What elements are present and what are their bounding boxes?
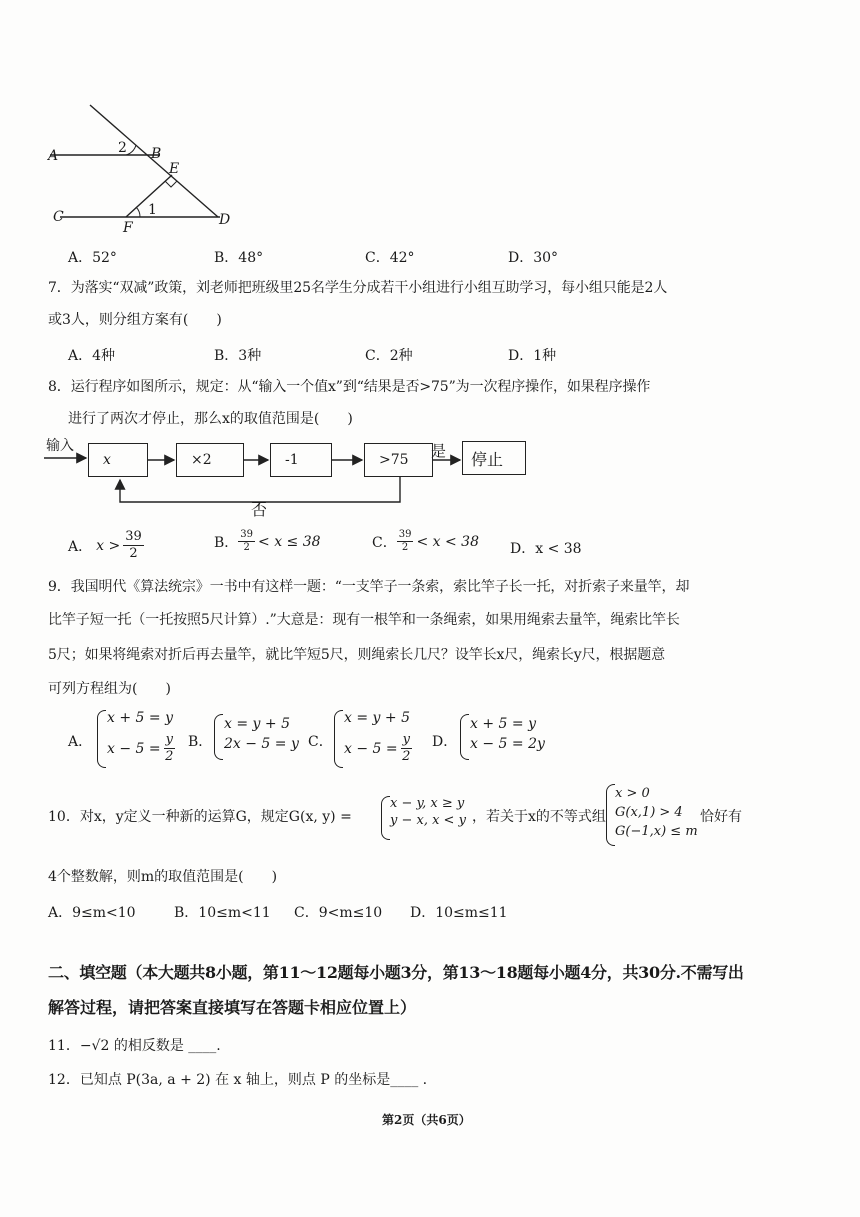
brace-icon: [460, 714, 469, 760]
q10-option-d: D．10≤m≤11: [410, 905, 508, 921]
q9-line-3: 5尺；如果将绳索对折后再去量竿，就比竿短5尺，则绳索长几尺？设竿长x尺，绳索长y尺，根据题意: [48, 647, 666, 663]
label-c: C: [53, 209, 64, 225]
fraction-denominator: 2: [401, 542, 409, 553]
q8-option-c-label: C．: [372, 534, 397, 551]
inequality-line: G(x,1) > 4: [615, 805, 683, 820]
q7-option-a: A．4种: [68, 348, 116, 364]
label-b: B: [151, 146, 162, 162]
equation-line: x = y + 5: [224, 716, 290, 732]
equation-line: x + 5 = y: [470, 716, 536, 732]
equation-line: x − 5 = 2y: [470, 736, 545, 752]
q10-option-b: B．10≤m<11: [174, 905, 271, 921]
q8-option-a-expr: x >: [96, 537, 121, 554]
q8-option-b: [214, 529, 321, 554]
fraction-denominator: 2: [243, 542, 250, 553]
q10-prefix: 10．对x，y定义一种新的运算G，规定G(x, y) =: [48, 809, 352, 825]
q8-option-a: [68, 529, 144, 562]
q7-option-d: D．1种: [508, 348, 557, 364]
fraction: [401, 732, 412, 765]
q7-line-2: 或3人，则分组方案有( ): [48, 312, 222, 328]
q6-option-d: D．30°: [508, 250, 559, 266]
equation-line: x − 5 =: [107, 740, 161, 757]
label-e: E: [169, 161, 180, 177]
q11-text: 11．−√2 的相反数是 ____.: [48, 1038, 221, 1054]
inequality-line: x > 0: [615, 786, 650, 801]
q10-inequality-system: [615, 784, 698, 841]
fraction-denominator: 2: [402, 749, 411, 764]
brace-icon: [606, 784, 615, 846]
q6-option-a: A．52°: [68, 250, 117, 266]
flow-box-minus-1: -1: [270, 443, 332, 477]
q9-option-a-label: A．: [68, 734, 93, 750]
label-angle-2: 2: [118, 140, 127, 156]
q9-line-2: 比竿子短一托（一托按照5尺计算）.”大意是：现有一根竿和一条绳索，如果用绳索去量竿，绳索比竿长: [48, 612, 680, 628]
label-f: F: [123, 220, 133, 236]
flow-yes-label: 是: [431, 442, 447, 460]
q9-option-c-system: [344, 710, 412, 765]
q8-option-b-expr: < x ≤ 38: [258, 533, 321, 550]
fraction-numerator: 39: [398, 529, 412, 540]
equation-line: x + 5 = y: [107, 710, 173, 726]
q10-option-c: C．9<m≤10: [294, 905, 383, 921]
q10-cases: [390, 796, 466, 828]
label-angle-1: 1: [148, 202, 157, 218]
q6-option-b: B．48°: [214, 250, 264, 266]
q7-line-1: 7．为落实“双减”政策，刘老师把班级里25名学生分成若干小组进行小组互助学习，每小组只能是2人: [48, 280, 668, 296]
q9-option-b-label: B．: [188, 734, 213, 750]
fraction-numerator: 39: [240, 529, 254, 540]
equation-line: x = y + 5: [344, 710, 410, 726]
section-2-heading-line-2: 解答过程，请把答案直接填写在答题卡相应位置上）: [48, 998, 417, 1017]
flow-stop-box: 停止: [462, 441, 526, 475]
brace-icon: [97, 710, 106, 768]
flow-input-label: 输入: [46, 438, 74, 454]
q8-option-b-fraction: [238, 529, 255, 554]
q9-option-d-label: D．: [432, 734, 458, 750]
q8-option-c-expr: < x < 38: [416, 533, 479, 550]
q9-option-b-system: [224, 716, 299, 752]
q7-option-b: B．3种: [214, 348, 262, 364]
q8-option-a-fraction: [123, 529, 144, 562]
q9-line-4: 可列方程组为( ): [48, 681, 171, 697]
flow-box-times-2: ×2: [176, 443, 244, 477]
q9-option-c-label: C．: [308, 734, 333, 750]
section-2-heading-line-1: 二、填空题（本大题共8小题，第11～12题每小题3分，第13～18题每小题4分，共30分.不需写出: [48, 963, 744, 982]
q8-option-c: [372, 529, 479, 554]
case-line: x − y, x ≥ y: [390, 796, 465, 811]
flow-no-label: 否: [251, 500, 268, 519]
fraction-denominator: 2: [165, 749, 174, 764]
inequality-line: G(−1,x) ≤ m: [615, 824, 698, 839]
q12-text: 12．已知点 P(3a, a + 2) 在 x 轴上，则点 P 的坐标是____ .: [48, 1072, 428, 1088]
fraction: [164, 732, 175, 765]
fraction-numerator: 39: [125, 529, 142, 544]
brace-icon: [214, 714, 223, 760]
q8-line-1: 8．运行程序如图所示，规定：从“输入一个值x”到“结果是否>75”为一次程序操作，如果程序操作: [48, 379, 651, 395]
q8-option-b-label: B．: [214, 534, 239, 551]
case-line: y − x, x < y: [390, 813, 466, 828]
brace-icon: [334, 710, 343, 768]
q9-option-a-system: [107, 710, 175, 765]
flow-box-x: x: [88, 443, 148, 477]
q10-suffix: 恰好有: [700, 809, 742, 825]
q8-option-d: D．x < 38: [510, 541, 582, 557]
brace-icon: [381, 796, 390, 840]
q6-option-c: C．42°: [365, 250, 415, 266]
fraction-numerator: y: [165, 732, 173, 747]
equation-line: x − 5 =: [344, 740, 398, 757]
fraction-numerator: y: [402, 732, 410, 747]
q9-option-d-system: [470, 716, 545, 752]
q10-middle: ，若关于x的不等式组: [472, 809, 606, 825]
fraction-denominator: 2: [129, 546, 138, 561]
equation-line: 2x − 5 = y: [224, 736, 299, 752]
q7-option-c: C．2种: [365, 348, 413, 364]
flow-box-greater-75: >75: [364, 443, 433, 477]
q10-option-a: A．9≤m<10: [48, 905, 136, 921]
label-d: D: [219, 212, 231, 228]
page-footer: 第2页（共6页）: [382, 1113, 471, 1127]
q8-line-2: 进行了两次才停止，那么x的取值范围是( ): [68, 411, 353, 427]
q8-option-c-fraction: [397, 529, 414, 554]
q10-line-2: 4个整数解，则m的取值范围是( ): [48, 869, 278, 885]
q8-option-a-label: A．: [68, 538, 93, 555]
q9-line-1: 9．我国明代《算法统宗》一书中有这样一题：“一支竿子一条索，索比竿子长一托，对折索子来量竿，却: [48, 579, 690, 595]
label-a: A: [48, 148, 59, 164]
